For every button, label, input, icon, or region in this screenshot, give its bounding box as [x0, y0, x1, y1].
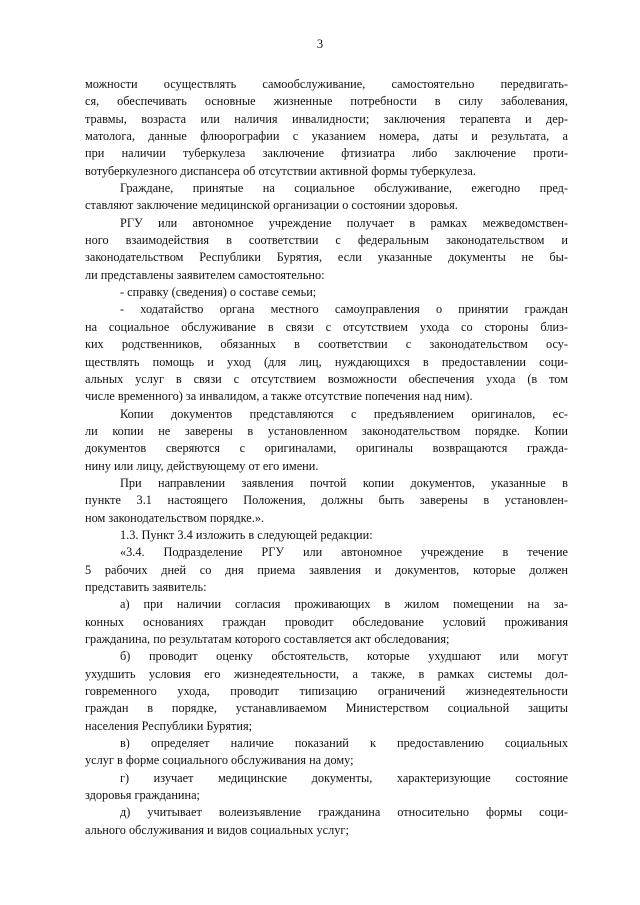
text-line: ких родственников, обязанных в соответствии с законодательством осу-: [85, 337, 568, 352]
page-number: 3: [316, 37, 324, 51]
text-line: - справку (сведения) о составе семьи;: [120, 285, 317, 300]
text-line: 5 рабочих дней со дня приема заявления и документов, которые должен: [85, 562, 568, 577]
text-line: конных основаниях граждан проводит обследование условий проживания: [85, 614, 568, 629]
text-line: матолога, данные флюорографии с указанием номера, даты и результата, а: [85, 129, 568, 144]
text-line: нину или лицу, действующему от его имени.: [85, 458, 319, 473]
text-line: услуг в форме социального обслуживания на дому;: [85, 753, 354, 768]
text-line: 1.3. Пункт 3.4 изложить в следующей редакции:: [120, 527, 373, 542]
text-line: вотуберкулезного диспансера об отсутствии активной формы туберкулеза.: [85, 163, 476, 178]
text-line: д) учитывает волеизъявление гражданина относительно формы соци-: [120, 805, 568, 820]
text-line: ального обслуживания и видов социальных услуг;: [85, 822, 349, 837]
text-line: РГУ или автономное учреждение получает в рамках межведомствен-: [120, 215, 568, 230]
text-line: г) изучает медицинские документы, характеризующие состояние: [120, 770, 568, 785]
text-line: альных услуг в связи с отсутствием возможности обеспечения ухода (в том: [85, 371, 568, 386]
text-line: ного взаимодействия в соответствии с федеральным законодательством и: [85, 233, 568, 248]
text-line: документов сверяются с оригиналами, оригиналы возвращаются гражда-: [85, 441, 568, 456]
text-line: граждан в порядке, устанавливаемом Министерством социальной защиты: [85, 701, 568, 716]
text-line: ли представлены заявителем самостоятельно:: [85, 267, 325, 282]
text-line: б) проводит оценку обстоятельств, которые ухудшают или могут: [120, 649, 568, 664]
text-line: а) при наличии согласия проживающих в жилом помещении на за-: [120, 597, 568, 612]
text-line: пункте 3.1 настоящего Положения, должны быть заверены в установлен-: [85, 493, 568, 508]
text-line: - ходатайство органа местного самоуправления о принятии граждан: [120, 302, 568, 317]
text-line: ся, обеспечивать основные жизненные потребности в силу заболевания,: [85, 94, 568, 109]
text-line: числе временного) за инвалидом, а также отсутствие попечения над ним).: [85, 389, 473, 404]
text-line: представить заявитель:: [85, 579, 207, 594]
text-line: ном законодательством порядке.».: [85, 510, 265, 525]
text-line: здоровья гражданина;: [85, 788, 200, 803]
text-line: ли копии не заверены в установленном законодательством порядке. Копии: [85, 423, 568, 438]
text-line: «3.4. Подразделение РГУ или автономное учреждение в течение: [120, 545, 568, 560]
text-line: ществлять помощь и уход (для лиц, нуждающихся в предоставлении соци-: [85, 354, 568, 369]
text-line: гражданина, по результатам которого составляется акт обследования;: [85, 632, 450, 646]
text-line: при наличии туберкулеза заключение фтизиатра либо заключение проти-: [85, 146, 568, 161]
text-line: При направлении заявления почтой копии документов, указанные в: [120, 475, 568, 490]
text-line: травмы, возраста или наличия инвалидности; заключения терапевта и дер-: [85, 111, 568, 126]
text-line: на социальное обслуживание в связи с отсутствием ухода со стороны близ-: [85, 319, 568, 334]
text-line: ухудшить условия его жизнедеятельности, а также, в рамках системы дол-: [85, 666, 568, 681]
text-line: в) определяет наличие показаний к предоставлению социальных: [120, 736, 568, 751]
document-body: [85, 76, 568, 839]
text-line: ставляют заключение медицинской организации о состоянии здоровья.: [85, 198, 458, 213]
text-line: Копии документов представляются с предъявлением оригиналов, ес-: [120, 406, 568, 421]
text-line: населения Республики Бурятия;: [85, 718, 253, 733]
text-line: Граждане, принятые на социальное обслуживание, ежегодно пред-: [120, 181, 568, 196]
text-line: законодательством Республики Бурятия, если указанные документы не бы-: [85, 250, 568, 265]
text-line: можности осуществлять самообслуживание, самостоятельно передвигать-: [85, 77, 568, 91]
text-line: говременного ухода, проводит типизацию ограничений жизнедеятельности: [85, 684, 568, 699]
